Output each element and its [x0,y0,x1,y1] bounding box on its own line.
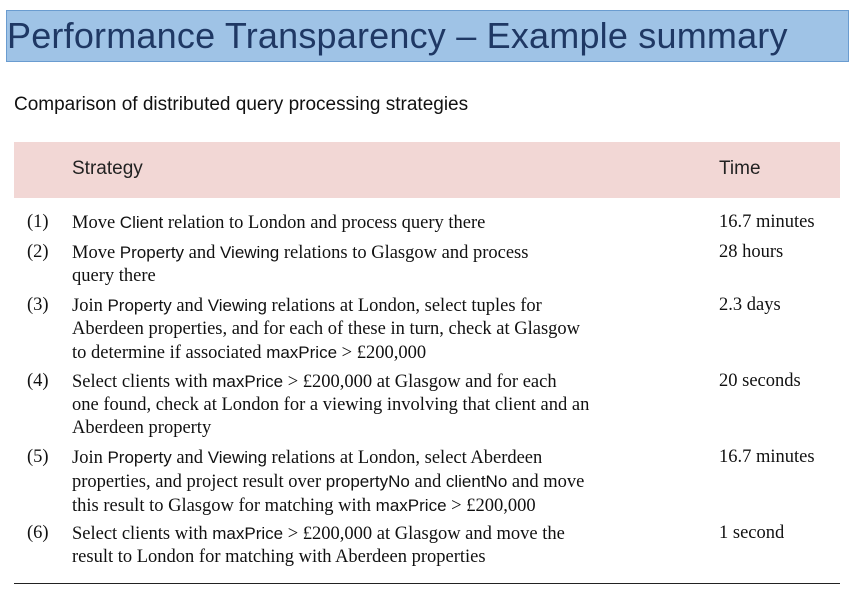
row-number: (5) [27,447,49,467]
row-number: (3) [27,295,49,315]
text-segment: Aberdeen properties, and for each of these in turn, check at Glasgow [72,319,581,339]
text-segment: > £200,000 [446,496,536,516]
text-segment: query there [72,266,156,286]
text-segment: relation to London and process query there [163,213,486,233]
text-segment: one found, check at London for a viewing involving that client and an [72,395,590,415]
text-segment: and [409,472,446,492]
text-segment: > £200,000 at Glasgow and for each [283,372,557,392]
text-segment: Select clients with [72,372,213,392]
relation-term: maxPrice [212,372,284,391]
text-segment: this result to Glasgow for matching with [72,496,376,516]
row-strategy-text [72,211,682,235]
row-time: 16.7 minutes [719,212,815,232]
row-time: 2.3 days [719,295,781,315]
text-segment: and [171,296,208,316]
row-time: 20 seconds [719,371,801,391]
relation-term: Property [119,243,185,262]
text-segment: Aberdeen property [72,418,212,438]
text-segment: and move [507,472,585,492]
row-number: (2) [27,242,49,262]
row-number: (6) [27,523,49,543]
bottom-rule [14,583,840,584]
text-segment: Join [72,448,108,468]
header-strategy: Strategy [72,158,143,179]
text-segment: Select clients with [72,524,213,544]
header-time: Time [719,158,761,179]
text-segment: to determine if associated [72,343,267,363]
text-segment: properties, and project result over [72,472,326,492]
row-strategy-text [72,294,682,365]
relation-term: maxPrice [212,524,284,543]
relation-term: propertyNo [325,472,410,491]
relation-term: Property [107,448,172,467]
table-header [14,142,840,198]
relation-term: Property [107,296,172,315]
text-segment: and [171,448,208,468]
row-strategy-text [72,446,682,518]
text-segment: relations to Glasgow and process [279,243,529,263]
text-segment: > £200,000 [337,343,427,363]
subtitle: Comparison of distributed query processing strategies [14,94,469,115]
row-time: 1 second [719,523,785,543]
text-segment: result to London for matching with Aberdeen properties [72,547,486,567]
relation-term: clientNo [445,472,508,491]
relation-term: maxPrice [266,343,338,362]
relation-term: Viewing [207,296,267,315]
text-segment: and [184,243,221,263]
text-segment: Move [72,213,120,233]
page-title: Performance Transparency – Example summary [7,15,788,56]
row-strategy-text [72,241,682,288]
relation-term: Viewing [220,243,280,262]
row-time: 28 hours [719,242,784,262]
relation-term: Client [119,213,164,232]
row-strategy-text [72,370,682,440]
relation-term: maxPrice [375,496,447,515]
row-time: 16.7 minutes [719,447,815,467]
row-number: (4) [27,371,49,391]
row-number: (1) [27,212,49,232]
title-bar [6,10,849,62]
row-strategy-text [72,522,682,569]
text-segment: Join [72,296,108,316]
text-segment: Move [72,243,120,263]
text-segment: relations at London, select Aberdeen [266,448,543,468]
text-segment: relations at London, select tuples for [266,296,542,316]
text-segment: > £200,000 at Glasgow and move the [283,524,565,544]
relation-term: Viewing [207,448,267,467]
